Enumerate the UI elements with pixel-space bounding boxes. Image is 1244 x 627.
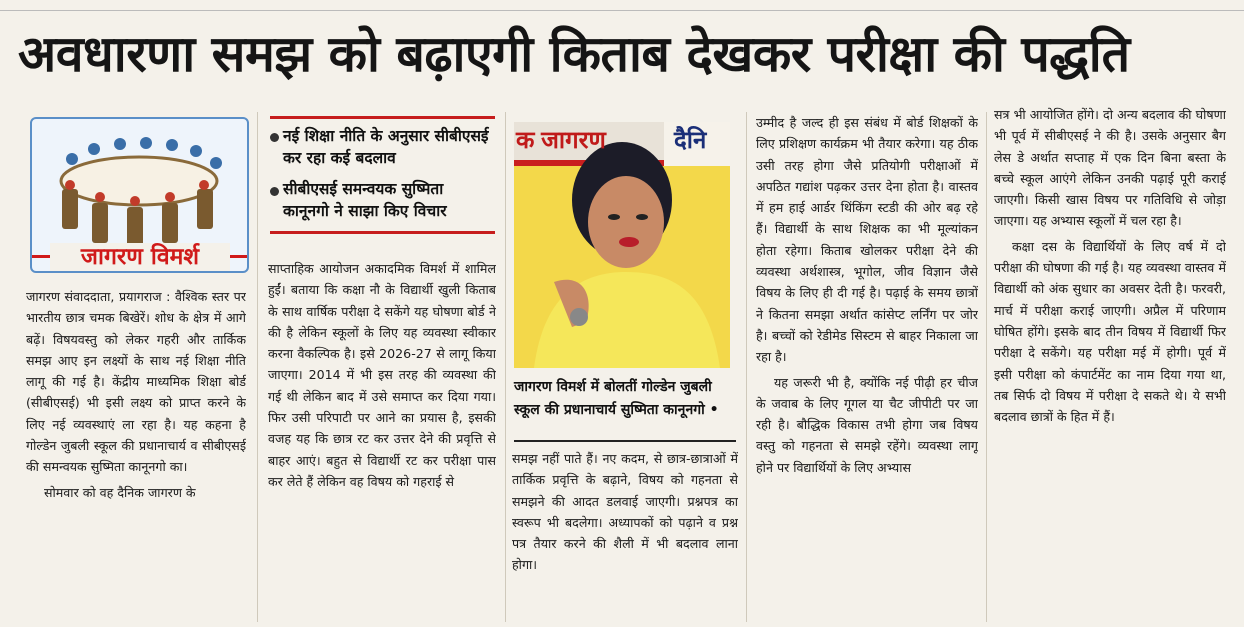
highlights-bottom-rule <box>270 231 495 234</box>
speaker-photo-graphic <box>514 122 730 368</box>
article-column-5 <box>994 104 1226 604</box>
column-divider <box>986 112 987 622</box>
top-rule <box>0 0 1244 11</box>
column-1-paragraph-2: सोमवार को वह दैनिक जागरण के <box>44 484 196 500</box>
photo-banner-right: दैनि <box>674 127 707 154</box>
column-4-paragraph-2: यह जरूरी भी है, क्योंकि नई पीढ़ी हर चीज के जवाब के लिए गूगल या चैट जीपीटी पर जा रही है। बौद्धिक विकास तभी होगा जब विषय वस्तु को गहनता से समझे रहेंगे। व्यवस्था लागू होने पर विद्यार्थियों के लिए अभ्यास <box>756 374 978 475</box>
bullet-icon <box>270 133 279 142</box>
bullet-icon <box>270 187 279 196</box>
caption-rule <box>514 440 736 442</box>
headline: अवधारणा समझ को बढ़ाएगी किताब देखकर परीक्षा की पद्धति <box>18 25 1130 83</box>
article-column-2 <box>268 258 496 618</box>
highlights-box <box>270 116 495 234</box>
article-column-3 <box>512 448 738 618</box>
highlights-top-rule <box>270 116 495 119</box>
column-2-paragraph-1: साप्ताहिक आयोजन अकादमिक विमर्श में शामिल हुईं। बताया कि कक्षा नौ के विद्यार्थी खुली किताब के साथ वार्षिक परीक्षा दे सकेंगे यह घोषणा बोर्ड ने की है लेकिन स्कूलों के लिए यह व्यवस्था स्वीकार करना वैकल्पिक है। इसे 2026-27 से लागू किया जाएगा। 2014 में भी इस तरह की व्यवस्था की गई थी लेकिन बाद में उसे समाप्त कर दिया गया। फिर उसी परिपाटी पर आने का प्रयास है, इसकी वजह यह कि छात्र रट कर उत्तर देने की प्रवृत्ति से बाहर आएं। बहुत से विद्यार्थी रट कर परीक्षा पास कर लेते हैं लेकिन वह विषय को गहराई से <box>268 261 496 489</box>
jagran-vimarsh-logo <box>30 117 249 273</box>
column-divider <box>257 112 258 622</box>
column-5-paragraph-2: कक्षा दस के विद्यार्थियों के लिए वर्ष में दो परीक्षा की घोषणा की गई है। यह व्यवस्था वास्तव में विद्यार्थी को अंक सुधार का अवसर देती है। फरवरी, मार्च में परीक्षा कराई जाएगी। अप्रैल में परिणाम घोषित होंगे। इसके बाद तीन विषय में विद्यार्थी फिर परीक्षा दे सकेंगे। यह परीक्षा मई में होगी। पूर्व में इसी परीक्षा को कंपार्टमेंट का नाम दिया गया था, तब सिर्फ दो विषय में परीक्षा दे सकते थे। ये सभी बदलाव छात्रों के हित में हैं। <box>994 238 1226 425</box>
photo-caption: जागरण विमर्श में बोलतीं गोल्डेन जुबली स्कूल की प्रधानाचार्य सुष्मिता कानूनगो • <box>514 379 719 418</box>
highlight-1: नई शिक्षा नीति के अनुसार सीबीएसई कर रहा कई बदलाव <box>283 127 489 167</box>
meeting-table-illustration <box>32 119 247 255</box>
column-1-paragraph-1: जागरण संवाददाता, प्रयागराज : वैश्विक स्तर पर भारतीय छात्र चमक बिखेरें। शोध के क्षेत्र में आगे बढ़ें। विषयवस्तु को लेकर गहरी और तार्किक समझ आए इन लक्ष्यों के साथ नई शिक्षा नीति लागू की गई है। केंद्रीय माध्यमिक शिक्षा बोर्ड (सीबीएसई) भी इसी लक्ष्य को प्राप्त करने के लिए नई व्यवस्थाएं ला रहा है। यह कहना है गोल्डेन जुबली स्कूल की प्रधानाचार्य व सीबीएसई की समन्वयक सुष्मिता कानूनगो का। <box>26 289 246 475</box>
photo-banner-left: क जागरण <box>516 127 606 154</box>
column-3-paragraph-1: समझ नहीं पाते हैं। नए कदम, से छात्र-छात्राओं में तार्किक प्रवृत्ति के बढ़ाने, विषय को गहनता से समझने की आदत डलवाई जाएगी। प्रश्नपत्र का स्वरूप भी बदलेगा। अध्यापकों को पढ़ाने व प्रश्न पत्र तैयार करने की शैली में भी बदलाव लाना होगा। <box>512 451 738 573</box>
column-4-paragraph-1: उम्मीद है जल्द ही इस संबंध में बोर्ड शिक्षकों के लिए प्रशिक्षण कार्यक्रम भी तैयार करेगा। यह ठीक उसी तरह होगा जैसे प्रतियोगी परीक्षाओं में अपठित गद्यांश पढ़कर उत्तर देना होता है। वास्तव में हम हाई आर्डर थिंकिंग स्टडी की ओर बढ़ रहे हैं। विद्यार्थी के साथ शिक्षक का भी मूल्यांकन होता रहेगा। किताब खोलकर परीक्षा देने की व्यवस्था अर्थशास्त्र, भूगोल, जीव विज्ञान जैसे विषय के लिए ही दी गई है। पढ़ाई के समय छात्रों ने कितना समझा अर्थात कांसेप्ट लर्निंग पर जोर है। बच्चों को रेडीमेड सिस्टम से बाहर निकाला जा रहा है। <box>756 115 978 365</box>
column-5-paragraph-1: सत्र भी आयोजित होंगे। दो अन्य बदलाव की घोषणा भी पूर्व में सीबीएसई ने की है। उसके अनुसार बैग लेस डे अर्थात सप्ताह में एक दिन बिना बस्ता के बच्चे स्कूल आएंगे लेकिन उनकी पढ़ाई पूरी कराई जाएगी। किसी खास विषय पर गतिविधि से जोड़ा जाएगा। यह अभ्यास स्कूलों में चल रहा है। <box>994 107 1226 229</box>
highlight-2: सीबीएसई समन्वयक सुष्मिता कानूनगो ने साझा किए विचार <box>283 180 447 220</box>
column-divider <box>746 112 747 622</box>
speaker-photo <box>514 122 730 368</box>
logo-title: जागरण विमर्श <box>50 243 230 271</box>
article-column-4 <box>756 112 978 612</box>
article-column-1 <box>26 286 246 626</box>
column-divider <box>505 112 506 622</box>
